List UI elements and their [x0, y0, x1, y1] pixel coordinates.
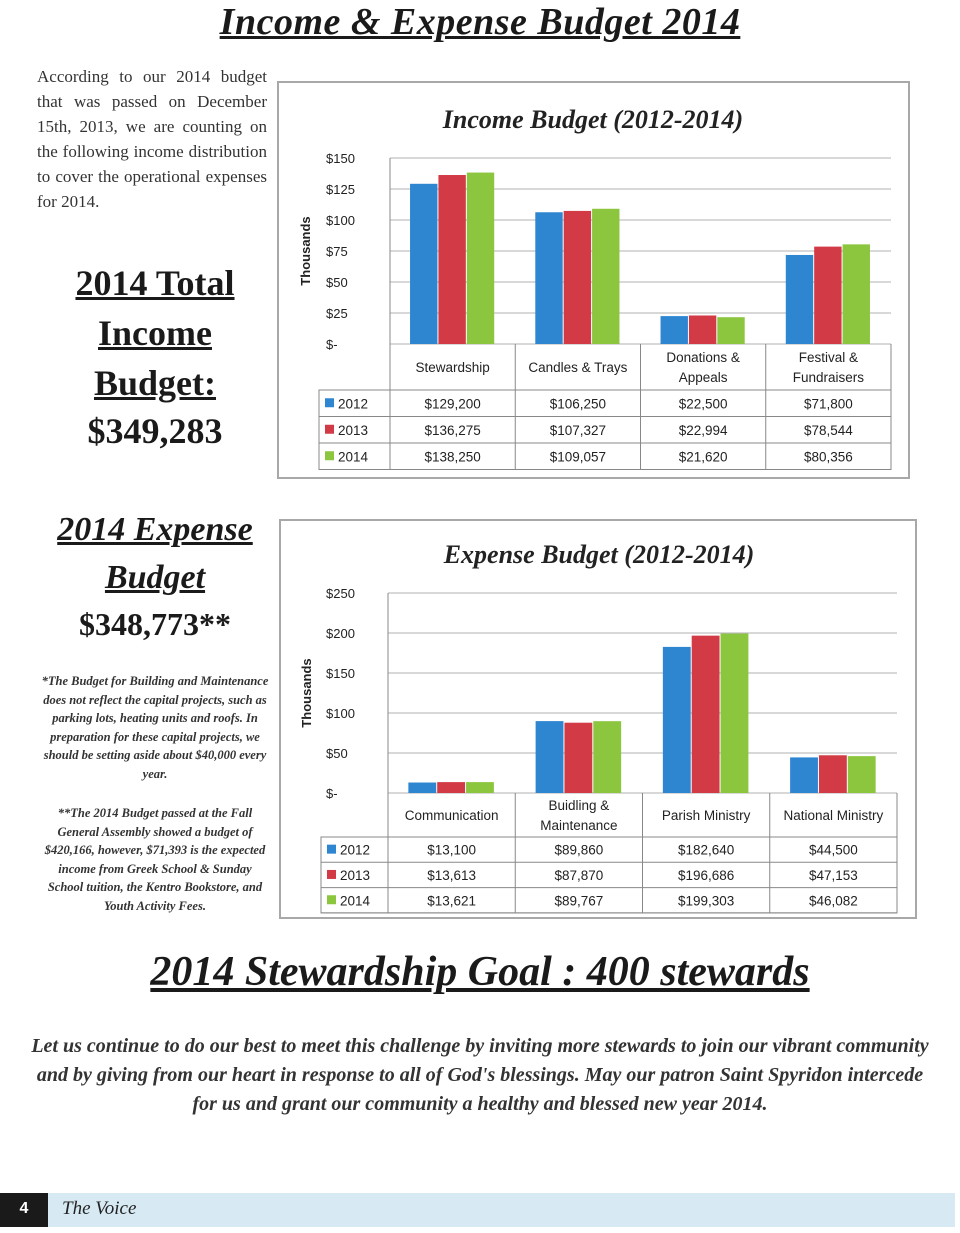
- category-label: Candles & Trays: [528, 360, 628, 375]
- closing-message: Let us continue to do our best to meet this challenge by inviting more stewards to join our vibrant community and by giving from our heart in response to all of God's blessings. May our patron Saint Spyridon intercede for us and grant our community a healthy and blessed new year 2014.: [31, 1035, 929, 1115]
- data-label: $21,620: [678, 449, 728, 465]
- publication-name: The Voice: [62, 1198, 137, 1219]
- data-label: $109,057: [549, 449, 607, 465]
- bar-2012: [790, 757, 818, 793]
- bar-2012: [536, 721, 564, 793]
- bar-2014: [848, 756, 876, 793]
- bar-2013: [692, 636, 720, 793]
- data-label: $80,356: [803, 449, 853, 465]
- legend-label-2014: 2014: [340, 893, 371, 909]
- y-tick-label: $-: [326, 337, 338, 352]
- data-label: $13,621: [427, 893, 477, 909]
- expense-budget-chart: [281, 521, 915, 917]
- legend-label-2012: 2012: [338, 396, 369, 412]
- data-label: $44,500: [808, 842, 858, 858]
- bar-2013: [819, 755, 847, 793]
- assembly-budget-note: **The 2014 Budget passed at the Fall General Assembly showed a budget of $420,166, however, $71,393 is the expected income from Greek School & Sunday School tuition, the Kentro Bookstore, and Youth Activity Fees.: [44, 806, 266, 913]
- y-tick-label: $25: [326, 306, 348, 321]
- y-tick-label: $200: [326, 626, 355, 641]
- stewardship-goal: 2014 Stewardship Goal : 400 stewards: [150, 949, 810, 995]
- y-tick-label: $50: [326, 275, 348, 290]
- bar-2014: [593, 721, 621, 793]
- y-tick-label: $100: [326, 213, 355, 228]
- data-label: $196,686: [677, 867, 735, 883]
- bar-2014: [466, 782, 494, 793]
- bar-2013: [437, 782, 465, 793]
- bar-2012: [786, 255, 813, 344]
- expense-total-block: [40, 506, 270, 646]
- legend-label-2012: 2012: [340, 842, 371, 858]
- data-label: $138,250: [424, 449, 481, 465]
- y-tick-label: $50: [326, 746, 348, 761]
- intro-paragraph: According to our 2014 budget that was passed on December 15th, 2013, we are counting on the following income distribution to cover the operational expenses for 2014.: [37, 67, 267, 211]
- bar-2012: [535, 212, 562, 344]
- bar-2014: [843, 244, 870, 344]
- page-title: Income & Expense Budget 2014: [219, 1, 741, 43]
- footer-bar: [0, 1193, 955, 1227]
- category-label: Fundraisers: [792, 370, 865, 385]
- legend-key-2014: [325, 451, 334, 460]
- expense-chart-frame: [279, 519, 917, 919]
- data-label: $78,544: [803, 422, 853, 438]
- legend-label-2013: 2013: [338, 422, 369, 438]
- legend-label-2014: 2014: [338, 449, 369, 465]
- income-total-block: [40, 258, 270, 454]
- expense-total-amount: $348,773**: [79, 606, 231, 642]
- y-tick-label: $75: [326, 244, 348, 259]
- data-label: $89,860: [554, 842, 604, 858]
- data-label: $46,082: [808, 893, 858, 909]
- expense-heading-line2: Budget: [104, 559, 206, 596]
- income-budget-chart: [279, 83, 908, 477]
- legend-label-2013: 2013: [340, 867, 371, 883]
- chart-title: Income Budget (2012-2014): [442, 105, 744, 134]
- income-total-heading-line3: Budget:: [93, 363, 216, 403]
- y-axis-label: Thousands: [298, 216, 313, 286]
- data-label: $199,303: [677, 893, 735, 909]
- y-tick-label: $125: [326, 182, 355, 197]
- page-number: 4: [0, 1193, 48, 1227]
- y-tick-label: $100: [326, 706, 355, 721]
- data-label: $13,100: [427, 842, 477, 858]
- legend-key-2012: [325, 398, 334, 407]
- legend-key-2014: [327, 895, 336, 904]
- data-label: $71,800: [803, 396, 853, 412]
- category-label: Buidling &: [548, 798, 610, 813]
- data-label: $13,613: [427, 867, 477, 883]
- category-label: Stewardship: [415, 360, 490, 375]
- category-label: Festival &: [798, 350, 859, 365]
- expense-heading-line1: 2014 Expense: [57, 511, 253, 548]
- bar-2014: [467, 173, 494, 344]
- category-label: Communication: [404, 808, 499, 823]
- income-chart-frame: [277, 81, 910, 479]
- legend-key-2013: [325, 425, 334, 434]
- bar-2013: [689, 315, 716, 344]
- data-label: $89,767: [554, 893, 604, 909]
- data-label: $106,250: [549, 396, 607, 412]
- bar-2012: [663, 647, 691, 793]
- income-total-amount: $349,283: [87, 411, 223, 451]
- data-label: $22,994: [678, 422, 728, 438]
- data-label: $129,200: [424, 396, 481, 412]
- bar-2013: [564, 211, 591, 344]
- bar-2014: [592, 209, 619, 344]
- y-tick-label: $-: [326, 786, 338, 801]
- data-label: $182,640: [677, 842, 735, 858]
- bar-2014: [721, 634, 749, 793]
- bar-2013: [814, 247, 841, 344]
- category-label: Parish Ministry: [661, 808, 751, 823]
- y-tick-label: $250: [326, 586, 355, 601]
- data-label: $136,275: [424, 422, 481, 438]
- data-label: $47,153: [808, 867, 858, 883]
- data-label: $87,870: [554, 867, 604, 883]
- data-label: $107,327: [549, 422, 607, 438]
- data-label: $22,500: [678, 396, 728, 412]
- bar-2013: [438, 175, 465, 344]
- y-axis-label: Thousands: [299, 658, 314, 728]
- bar-2014: [717, 317, 744, 344]
- bar-2012: [661, 316, 688, 344]
- bar-2012: [408, 783, 436, 793]
- legend-key-2013: [327, 870, 336, 879]
- income-total-heading-line1: 2014 Total: [75, 263, 235, 303]
- y-tick-label: $150: [326, 151, 355, 166]
- category-label: Maintenance: [540, 818, 618, 833]
- legend-key-2012: [327, 845, 336, 854]
- bar-2013: [564, 723, 592, 793]
- y-tick-label: $150: [326, 666, 355, 681]
- income-total-heading-line2: Income: [98, 313, 212, 353]
- category-label: Appeals: [678, 370, 728, 385]
- category-label: National Ministry: [783, 808, 884, 823]
- capital-projects-note: *The Budget for Building and Maintenance does not reflect the capital projects, such as parking lots, heating units and roofs. In preparation for these capital projects, we should be setting aside about $40,000 every year.: [41, 674, 269, 781]
- chart-title: Expense Budget (2012-2014): [443, 540, 755, 569]
- category-label: Donations &: [666, 350, 740, 365]
- bar-2012: [410, 184, 437, 344]
